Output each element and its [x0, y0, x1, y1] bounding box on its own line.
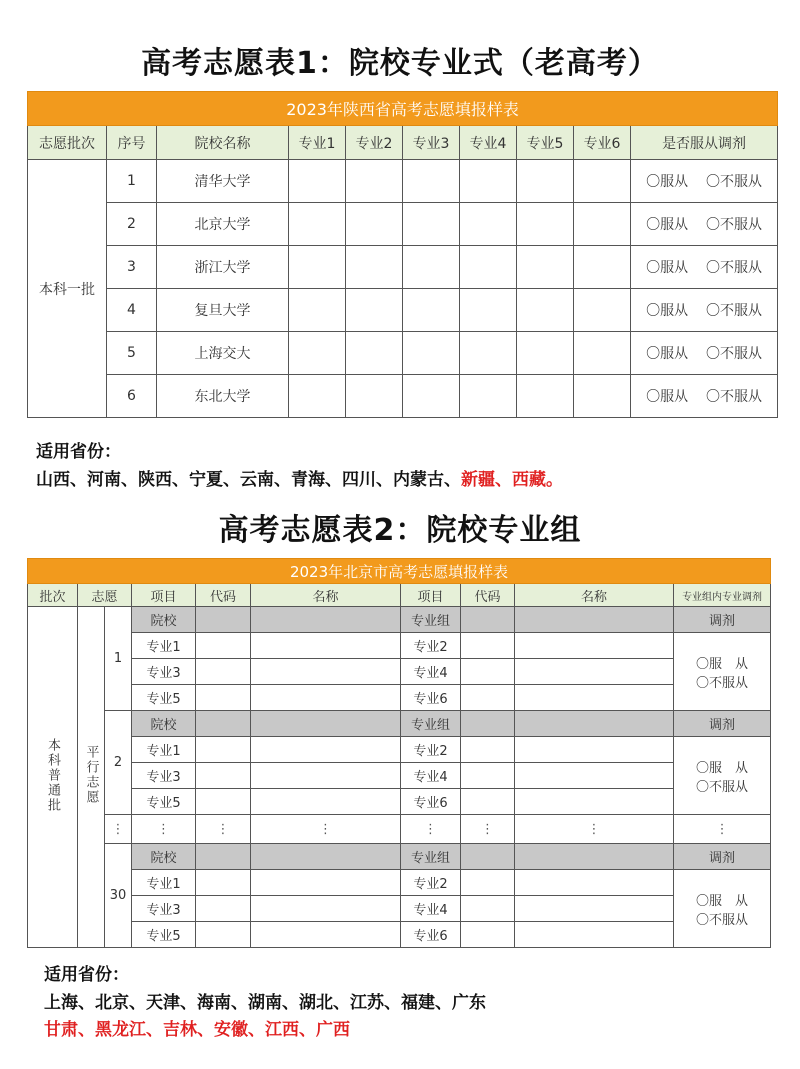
code-cell[interactable]	[196, 659, 251, 685]
major-cell[interactable]	[289, 246, 346, 289]
row-seq: 4	[107, 289, 157, 332]
name-cell[interactable]	[515, 607, 674, 633]
code-cell[interactable]	[196, 870, 251, 896]
major-cell[interactable]	[346, 160, 403, 203]
code-cell[interactable]	[461, 789, 515, 815]
code-cell[interactable]	[461, 844, 515, 870]
header-major-4: 专业4	[460, 126, 517, 160]
header-name: 名称	[251, 584, 401, 607]
group-label: 专业组	[401, 844, 461, 870]
major-cell[interactable]	[346, 246, 403, 289]
header-item: 项目	[401, 584, 461, 607]
radio-obey[interactable]: 〇服 从	[696, 893, 749, 909]
name-cell[interactable]	[515, 737, 674, 763]
adjust-choice[interactable]	[631, 246, 778, 289]
provinces-1-black: 山西、河南、陕西、宁夏、云南、青海、四川、内蒙古、	[36, 470, 461, 490]
name-cell[interactable]	[515, 922, 674, 948]
adjust-label: 调剂	[674, 711, 771, 737]
section1-title: 高考志愿表1：院校专业式（老高考）	[141, 46, 659, 81]
adjust-label: 调剂	[674, 607, 771, 633]
major-cell[interactable]	[289, 289, 346, 332]
name-cell[interactable]	[251, 789, 401, 815]
major-label: 专业4	[401, 763, 461, 789]
applicable-label-2: 适用省份：	[44, 965, 129, 985]
major-cell[interactable]	[460, 289, 517, 332]
radio-obey[interactable]: 〇服从	[646, 346, 689, 362]
volunteer-table-2	[27, 558, 771, 948]
table2-caption: 2023年北京市高考志愿填报样表	[28, 559, 771, 584]
radio-obey[interactable]: 〇服从	[646, 260, 689, 276]
major-label: 专业6	[401, 685, 461, 711]
header-major-5: 专业5	[517, 126, 574, 160]
name-cell[interactable]	[515, 844, 674, 870]
ellipsis: ⋮	[105, 815, 132, 844]
major-cell[interactable]	[574, 332, 631, 375]
major-cell[interactable]	[403, 289, 460, 332]
major-label: 专业5	[132, 789, 196, 815]
radio-obey[interactable]: 〇服从	[646, 303, 689, 319]
row-seq: 3	[107, 246, 157, 289]
radio-obey[interactable]: 〇服从	[646, 217, 689, 233]
major-label: 专业6	[401, 922, 461, 948]
major-cell[interactable]	[517, 160, 574, 203]
major-cell[interactable]	[574, 289, 631, 332]
ellipsis: ⋮	[515, 815, 674, 844]
radio-obey[interactable]: 〇服从	[646, 389, 689, 405]
ellipsis: ⋮	[251, 815, 401, 844]
code-cell[interactable]	[461, 659, 515, 685]
provinces-1-red: 新疆、西藏。	[461, 470, 563, 490]
ellipsis: ⋮	[401, 815, 461, 844]
group-number: 2	[105, 711, 132, 815]
row-seq: 1	[107, 160, 157, 203]
batch-cell: 本科普通批	[28, 607, 78, 948]
code-cell[interactable]	[196, 685, 251, 711]
header-wish: 志愿	[78, 584, 132, 607]
radio-not-obey[interactable]: 〇不服从	[705, 389, 762, 405]
name-cell[interactable]	[515, 711, 674, 737]
major-cell[interactable]	[403, 160, 460, 203]
major-label: 专业2	[401, 633, 461, 659]
header-major-2: 专业2	[346, 126, 403, 160]
header-seq: 序号	[107, 126, 157, 160]
adjust-choice[interactable]	[674, 737, 771, 815]
row-seq: 5	[107, 332, 157, 375]
header-name: 名称	[515, 584, 674, 607]
major-cell[interactable]	[517, 246, 574, 289]
header-code: 代码	[196, 584, 251, 607]
major-cell[interactable]	[289, 160, 346, 203]
adjust-choice[interactable]	[631, 332, 778, 375]
name-cell[interactable]	[251, 685, 401, 711]
code-cell[interactable]	[461, 870, 515, 896]
major-cell[interactable]	[574, 160, 631, 203]
row-seq: 6	[107, 375, 157, 418]
adjust-choice[interactable]	[631, 203, 778, 246]
header-item: 项目	[132, 584, 196, 607]
radio-obey[interactable]: 〇服从	[646, 174, 689, 190]
name-cell[interactable]	[515, 896, 674, 922]
adjust-choice[interactable]	[631, 375, 778, 418]
major-cell[interactable]	[460, 375, 517, 418]
group-number: 30	[105, 844, 132, 948]
code-cell[interactable]	[461, 685, 515, 711]
major-cell[interactable]	[517, 375, 574, 418]
school-label: 院校	[132, 711, 196, 737]
code-cell[interactable]	[461, 896, 515, 922]
major-label: 专业6	[401, 789, 461, 815]
radio-not-obey[interactable]: 〇不服从	[696, 779, 749, 795]
major-label: 专业5	[132, 922, 196, 948]
radio-not-obey[interactable]: 〇不服从	[705, 174, 762, 190]
adjust-choice[interactable]	[631, 160, 778, 203]
ellipsis: ⋮	[461, 815, 515, 844]
code-cell[interactable]	[461, 633, 515, 659]
name-cell[interactable]	[515, 685, 674, 711]
name-cell[interactable]	[251, 922, 401, 948]
major-label: 专业4	[401, 659, 461, 685]
code-cell[interactable]	[196, 789, 251, 815]
code-cell[interactable]	[196, 633, 251, 659]
major-cell[interactable]	[289, 203, 346, 246]
major-cell[interactable]	[403, 203, 460, 246]
header-major-3: 专业3	[403, 126, 460, 160]
name-cell[interactable]	[251, 711, 401, 737]
row-seq: 2	[107, 203, 157, 246]
major-cell[interactable]	[346, 332, 403, 375]
major-label: 专业2	[401, 737, 461, 763]
name-cell[interactable]	[251, 870, 401, 896]
header-code: 代码	[461, 584, 515, 607]
name-cell[interactable]	[515, 659, 674, 685]
major-cell[interactable]	[403, 246, 460, 289]
name-cell[interactable]	[251, 607, 401, 633]
volunteer-table-1	[27, 91, 778, 418]
radio-not-obey[interactable]: 〇不服从	[705, 217, 762, 233]
header-adjust: 是否服从调剂	[631, 126, 778, 160]
radio-not-obey[interactable]: 〇不服从	[705, 260, 762, 276]
name-cell[interactable]	[515, 763, 674, 789]
header-group-adjust: 专业组内专业调剂	[674, 584, 771, 607]
header-major-6: 专业6	[574, 126, 631, 160]
code-cell[interactable]	[196, 922, 251, 948]
ellipsis: ⋮	[196, 815, 251, 844]
name-cell[interactable]	[251, 659, 401, 685]
major-cell[interactable]	[517, 289, 574, 332]
code-cell[interactable]	[461, 922, 515, 948]
code-cell[interactable]	[461, 607, 515, 633]
adjust-choice[interactable]	[674, 633, 771, 711]
row-school: 浙江大学	[157, 246, 289, 289]
major-cell[interactable]	[517, 332, 574, 375]
major-cell[interactable]	[289, 332, 346, 375]
major-label: 专业3	[132, 763, 196, 789]
name-cell[interactable]	[251, 737, 401, 763]
row-school: 北京大学	[157, 203, 289, 246]
radio-not-obey[interactable]: 〇不服从	[696, 912, 749, 928]
radio-not-obey[interactable]: 〇不服从	[696, 675, 749, 691]
provinces-2-red: 甘肃、黑龙江、吉林、安徽、江西、广西	[44, 1020, 350, 1040]
adjust-choice[interactable]	[674, 870, 771, 948]
batch-cell: 本科一批	[28, 160, 107, 418]
major-cell[interactable]	[289, 375, 346, 418]
code-cell[interactable]	[196, 896, 251, 922]
major-label: 专业3	[132, 896, 196, 922]
major-cell[interactable]	[346, 203, 403, 246]
ellipsis: ⋮	[132, 815, 196, 844]
name-cell[interactable]	[251, 844, 401, 870]
group-label: 专业组	[401, 607, 461, 633]
major-label: 专业1	[132, 737, 196, 763]
major-label: 专业2	[401, 870, 461, 896]
header-major-1: 专业1	[289, 126, 346, 160]
school-label: 院校	[132, 844, 196, 870]
provinces-2-black: 上海、北京、天津、海南、湖南、湖北、江苏、福建、广东	[44, 993, 486, 1013]
name-cell[interactable]	[515, 789, 674, 815]
header-batch: 志愿批次	[28, 126, 107, 160]
radio-obey[interactable]: 〇服 从	[696, 760, 749, 776]
code-cell[interactable]	[196, 711, 251, 737]
table1-caption: 2023年陕西省高考志愿填报样表	[28, 92, 778, 126]
code-cell[interactable]	[461, 711, 515, 737]
row-school: 复旦大学	[157, 289, 289, 332]
code-cell[interactable]	[461, 737, 515, 763]
row-school: 清华大学	[157, 160, 289, 203]
radio-obey[interactable]: 〇服 从	[696, 656, 749, 672]
major-cell[interactable]	[346, 289, 403, 332]
major-cell[interactable]	[460, 246, 517, 289]
major-cell[interactable]	[460, 332, 517, 375]
major-label: 专业4	[401, 896, 461, 922]
row-school: 上海交大	[157, 332, 289, 375]
major-label: 专业1	[132, 870, 196, 896]
row-school: 东北大学	[157, 375, 289, 418]
ellipsis: ⋮	[674, 815, 771, 844]
name-cell[interactable]	[515, 870, 674, 896]
name-cell[interactable]	[515, 633, 674, 659]
header-school: 院校名称	[157, 126, 289, 160]
group-number: 1	[105, 607, 132, 711]
code-cell[interactable]	[196, 844, 251, 870]
code-cell[interactable]	[196, 737, 251, 763]
major-cell[interactable]	[517, 203, 574, 246]
code-cell[interactable]	[196, 763, 251, 789]
group-label: 专业组	[401, 711, 461, 737]
major-cell[interactable]	[403, 375, 460, 418]
name-cell[interactable]	[251, 896, 401, 922]
header-batch: 批次	[28, 584, 78, 607]
major-label: 专业5	[132, 685, 196, 711]
major-cell[interactable]	[574, 246, 631, 289]
major-cell[interactable]	[346, 375, 403, 418]
major-label: 专业1	[132, 633, 196, 659]
code-cell[interactable]	[461, 763, 515, 789]
applicable-label-1: 适用省份：	[36, 442, 121, 462]
major-label: 专业3	[132, 659, 196, 685]
provinces-1	[36, 465, 563, 490]
school-label: 院校	[132, 607, 196, 633]
major-cell[interactable]	[460, 160, 517, 203]
major-cell[interactable]	[574, 203, 631, 246]
code-cell[interactable]	[196, 607, 251, 633]
name-cell[interactable]	[251, 763, 401, 789]
name-cell[interactable]	[251, 633, 401, 659]
wish-type-cell: 平行志愿	[78, 607, 105, 948]
radio-not-obey[interactable]: 〇不服从	[705, 303, 762, 319]
adjust-choice[interactable]	[631, 289, 778, 332]
section2-title: 高考志愿表2：院校专业组	[218, 513, 582, 548]
major-cell[interactable]	[460, 203, 517, 246]
major-cell[interactable]	[574, 375, 631, 418]
radio-not-obey[interactable]: 〇不服从	[705, 346, 762, 362]
adjust-label: 调剂	[674, 844, 771, 870]
major-cell[interactable]	[403, 332, 460, 375]
